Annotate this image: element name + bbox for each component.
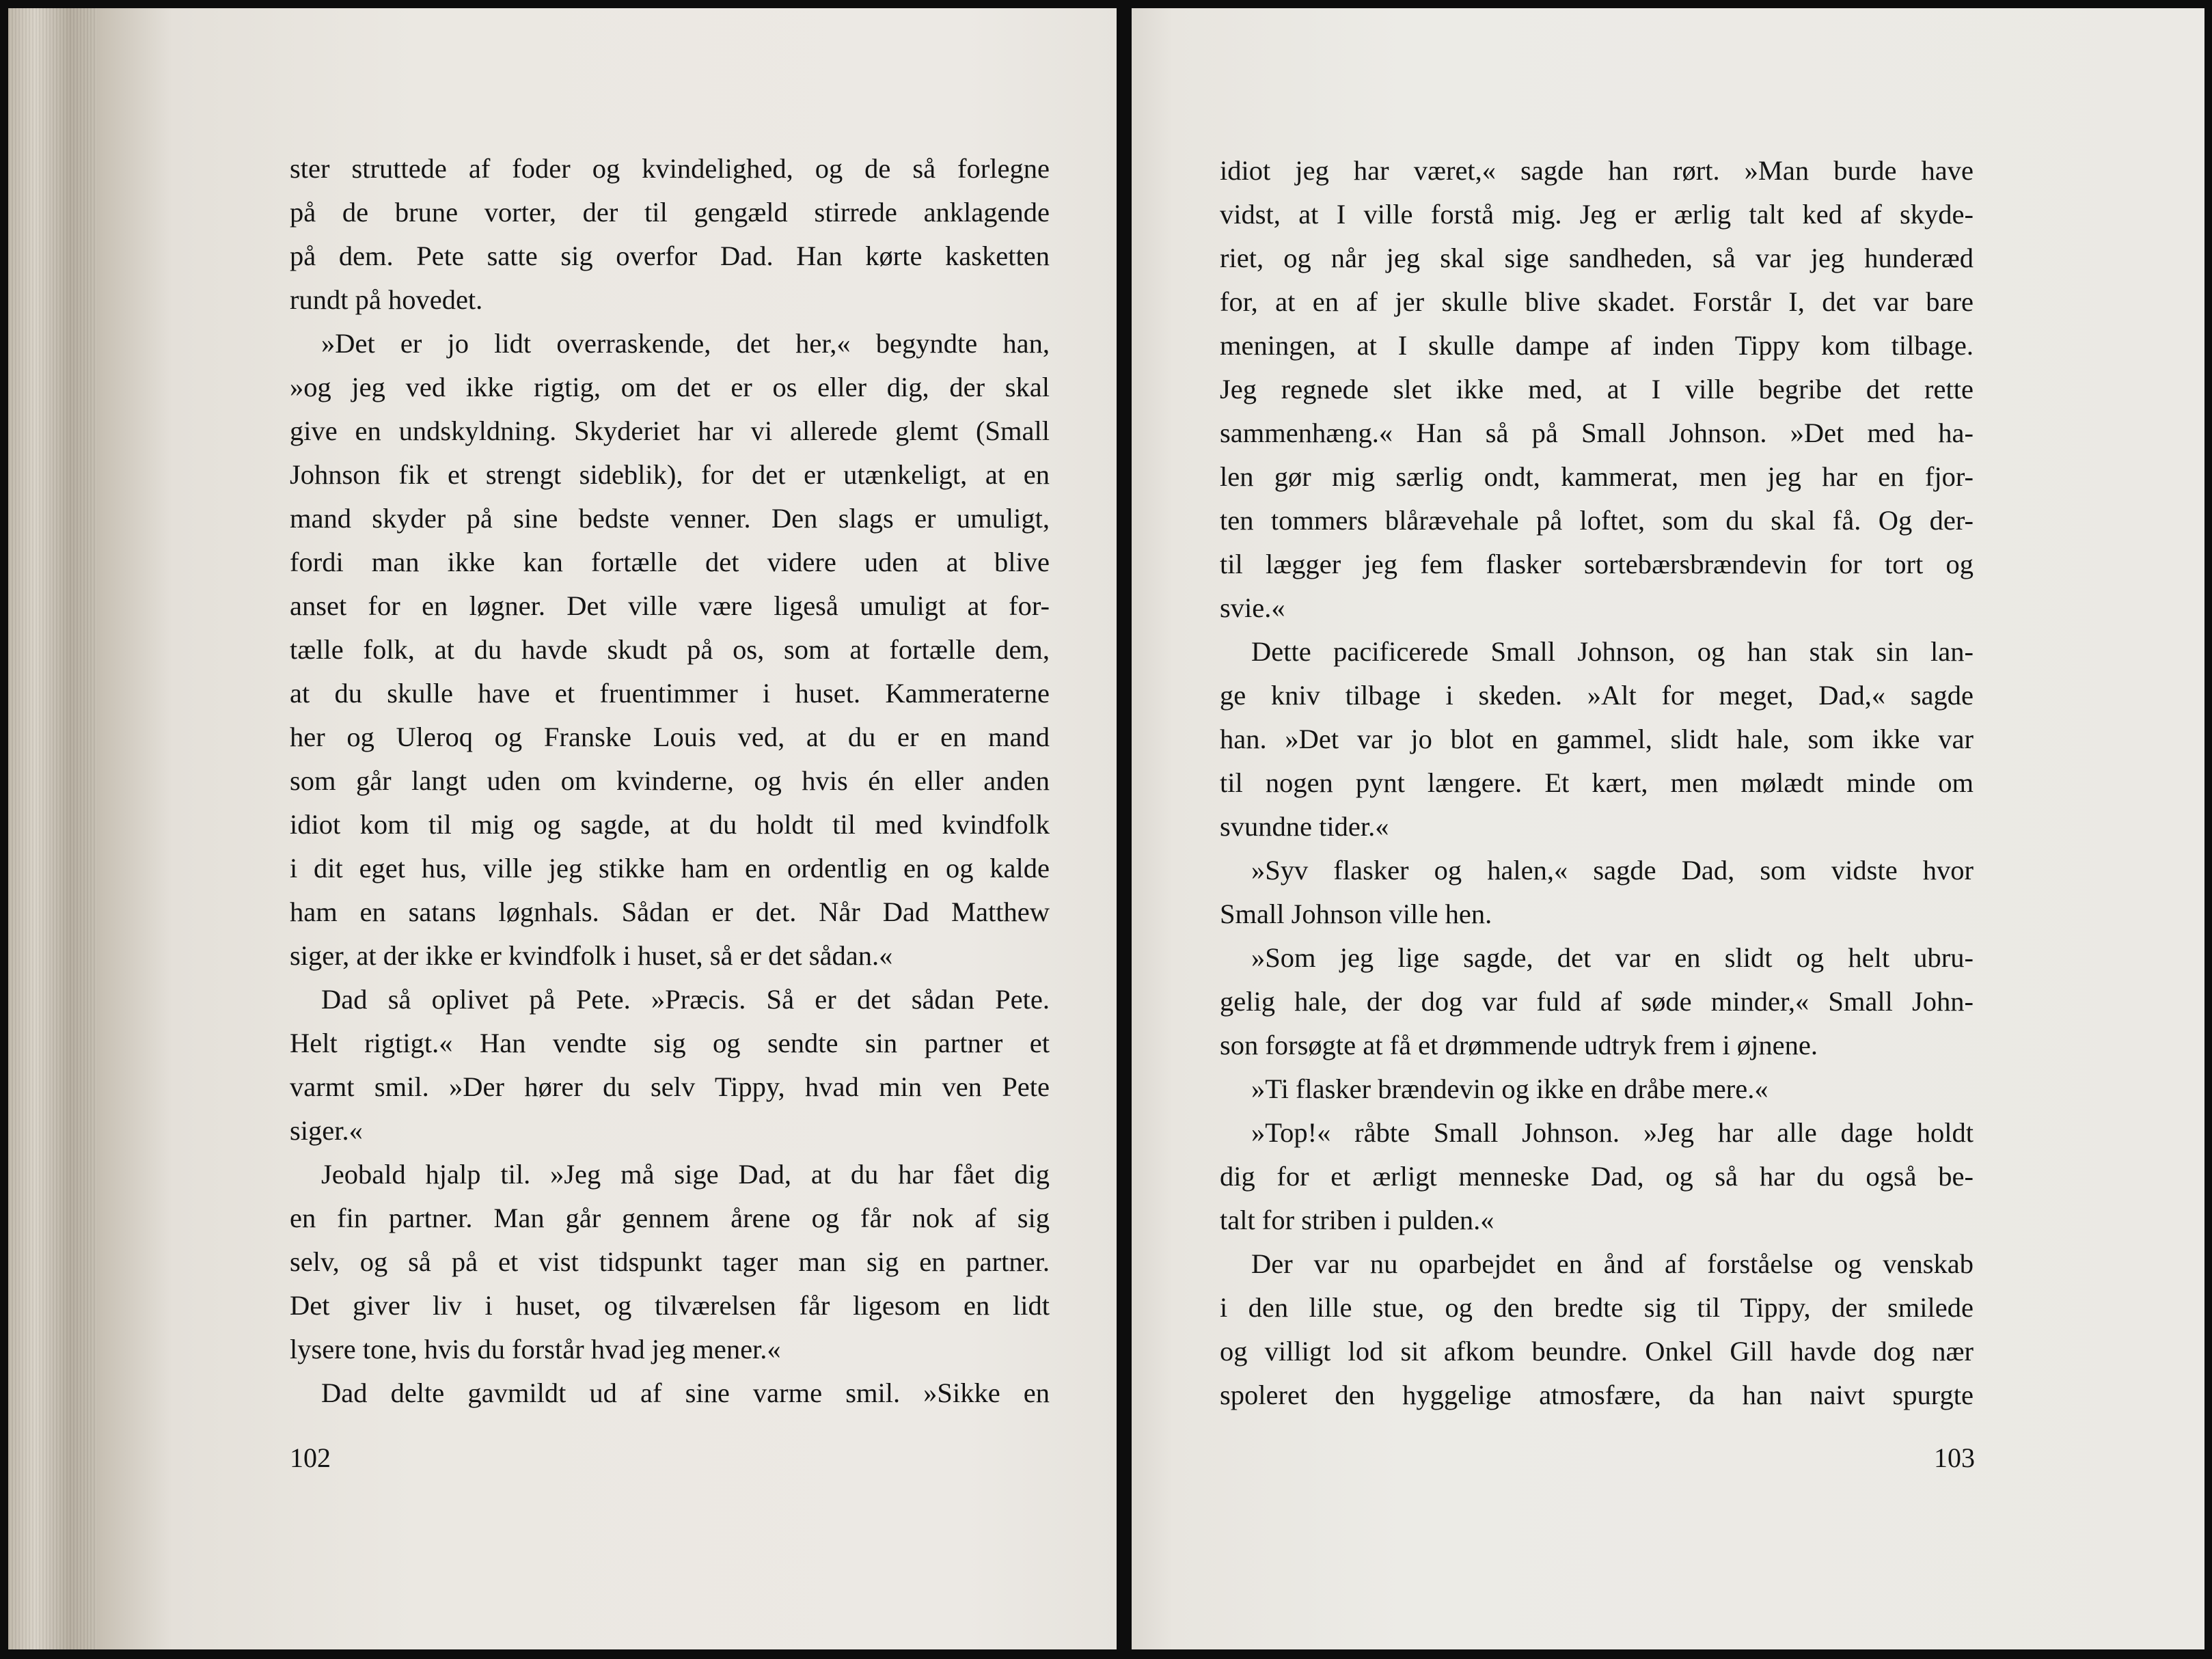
text-line: »Ti flasker brændevin og ikke en dråbe mere.« [1251, 1073, 1769, 1104]
text-line: anset for en løgner. Det ville være ligeså umuligt at for- [290, 590, 1050, 621]
text-line: at du skulle have et fruentimmer i huset. Kammeraterne [290, 678, 1050, 709]
page-number-left: 102 [290, 1442, 331, 1473]
text-line: Jeobald hjalp til. »Jeg må sige Dad, at du har fået dig [321, 1159, 1050, 1190]
text-line: »Top!« råbte Small Johnson. »Jeg har alle dage holdt [1251, 1117, 1974, 1148]
right-page-text [1220, 149, 1974, 1417]
text-line: ge kniv tilbage i skeden. »Alt for meget, Dad,« sagde [1220, 680, 1974, 711]
text-line: Small Johnson ville hen. [1220, 899, 1492, 929]
text-line: Helt rigtigt.« Han vendte sig og sendte sin partner et [290, 1028, 1050, 1058]
text-line: lysere tone, hvis du forstår hvad jeg mener.« [290, 1334, 781, 1365]
text-line: fordi man ikke kan fortælle det videre uden at blive [290, 547, 1050, 577]
text-line: Dad delte gavmildt ud af sine varme smil. »Sikke en [321, 1377, 1050, 1408]
text-line: ham en satans løgnhals. Sådan er det. Når Dad Matthew [290, 896, 1050, 927]
left-page [8, 8, 1117, 1649]
text-line: give en undskyldning. Skyderiet har vi allerede glemt (Small [290, 415, 1050, 446]
text-line: til lægger jeg fem flasker sortebærsbrændevin for tort og [1220, 549, 1974, 579]
text-line: en fin partner. Man går gennem årene og får nok af sig [290, 1203, 1050, 1233]
text-line: meningen, at I skulle dampe af inden Tippy kom tilbage. [1220, 330, 1974, 361]
text-line: idiot jeg har været,« sagde han rørt. »Man burde have [1220, 155, 1974, 186]
text-line: »Syv flasker og halen,« sagde Dad, som vidste hvor [1251, 855, 1974, 886]
text-line: i den lille stue, og den bredte sig til Tippy, der smilede [1220, 1292, 1974, 1323]
text-line: og villigt lod sit afkom beundre. Onkel Gill havde dog nær [1220, 1336, 1974, 1367]
text-line: dig for et ærligt menneske Dad, og så har du også be- [1220, 1161, 1974, 1192]
text-line: »og jeg ved ikke rigtig, om det er os eller dig, der skal [290, 372, 1050, 402]
text-line: rundt på hovedet. [290, 284, 483, 315]
text-line: Dette pacificerede Small Johnson, og han stak sin lan- [1251, 636, 1974, 667]
text-line: tælle folk, at du havde skudt på os, som at fortælle dem, [290, 634, 1050, 665]
text-line: riet, og når jeg skal sige sandheden, så var jeg hunderæd [1220, 243, 1974, 273]
text-line: ster struttede af foder og kvindelighed, og de så forlegne [290, 153, 1050, 184]
text-line: mand skyder på sine bedste venner. Den slags er umuligt, [290, 503, 1050, 534]
text-line: siger.« [290, 1115, 363, 1146]
text-line: varmt smil. »Der hører du selv Tippy, hvad min ven Pete [290, 1071, 1050, 1102]
text-line: på dem. Pete satte sig overfor Dad. Han kørte kasketten [290, 241, 1050, 271]
text-line: len gør mig særlig ondt, kammerat, men jeg har en fjor- [1220, 461, 1974, 492]
text-line: Der var nu oparbejdet en ånd af forståelse og venskab [1251, 1248, 1974, 1279]
text-line: sammenhæng.« Han så på Small Johnson. »Det med ha- [1220, 417, 1974, 448]
text-line: Dad så oplivet på Pete. »Præcis. Så er det sådan Pete. [321, 984, 1050, 1015]
text-line: vidst, at I ville forstå mig. Jeg er ærlig talt ked af skyde- [1220, 199, 1974, 230]
text-line: siger, at der ikke er kvindfolk i huset, så er det sådan.« [290, 940, 893, 971]
page-edge-shadow [8, 8, 97, 1649]
text-line: gelig hale, der dog var fuld af søde minder,« Small John- [1220, 986, 1974, 1017]
text-line: »Som jeg lige sagde, det var en slidt og helt ubru- [1251, 942, 1974, 973]
text-line: talt for striben i pulden.« [1220, 1205, 1494, 1235]
text-line: til nogen pynt længere. Et kært, men mølædt minde om [1220, 767, 1974, 798]
text-line: på de brune vorter, der til gengæld stirrede anklagende [290, 197, 1050, 228]
text-line: som går langt uden om kvinderne, og hvis én eller anden [290, 765, 1050, 796]
text-line: selv, og så på et vist tidspunkt tager man sig en partner. [290, 1246, 1050, 1277]
right-page [1132, 8, 2204, 1649]
text-line: svie.« [1220, 592, 1285, 623]
text-line: han. »Det var jo blot en gammel, slidt hale, som ikke var [1220, 724, 1974, 754]
text-line: ten tommers blårævehale på loftet, som du skal få. Og der- [1220, 505, 1974, 536]
text-line: spoleret den hyggelige atmosfære, da han naivt spurgte [1220, 1380, 1974, 1410]
text-line: her og Uleroq og Franske Louis ved, at du er en mand [290, 722, 1050, 752]
text-line: idiot kom til mig og sagde, at du holdt til med kvindfolk [290, 809, 1050, 840]
left-page-text [290, 147, 1050, 1415]
text-line: svundne tider.« [1220, 811, 1389, 842]
text-line: Johnson fik et strengt sideblik), for det er utænkeligt, at en [290, 459, 1050, 490]
text-line: son forsøgte at få et drømmende udtryk frem i øjnene. [1220, 1030, 1818, 1060]
text-line: »Det er jo lidt overraskende, det her,« begyndte han, [321, 328, 1050, 359]
text-line: for, at en af jer skulle blive skadet. Forstår I, det var bare [1220, 286, 1974, 317]
page-number-right: 103 [1934, 1442, 1975, 1473]
text-line: Jeg regnede slet ikke med, at I ville begribe det rette [1220, 374, 1974, 405]
text-line: Det giver liv i huset, og tilværelsen får ligesom en lidt [290, 1290, 1050, 1321]
text-line: i dit eget hus, ville jeg stikke ham en ordentlig en og kalde [290, 853, 1050, 883]
